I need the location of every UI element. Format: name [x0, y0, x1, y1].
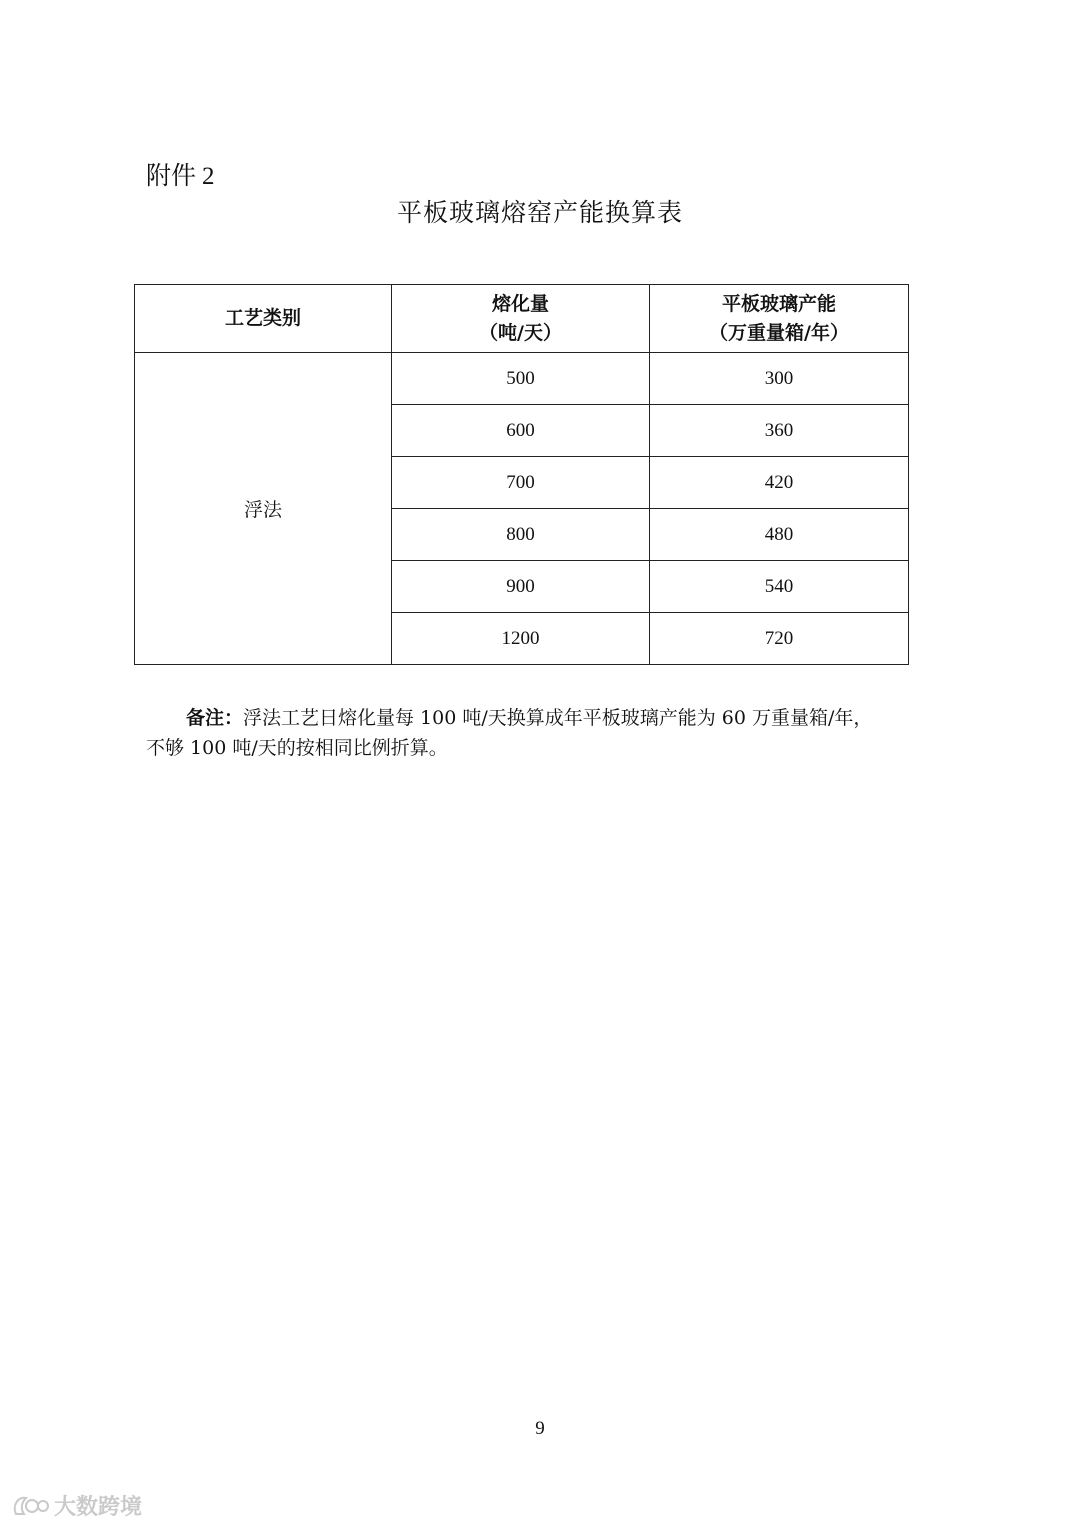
- attachment-text: 附件: [146, 161, 197, 190]
- header-glass-capacity: [650, 285, 909, 353]
- note-line-1: [146, 703, 946, 733]
- capacity-cell: 480: [650, 509, 909, 561]
- melt-cell: 800: [392, 509, 650, 561]
- table-header-row: [135, 285, 909, 353]
- page-number: 9: [535, 1418, 545, 1439]
- capacity-cell: 420: [650, 457, 909, 509]
- header-glass-capacity-unit: （万重量箱/年）: [709, 321, 849, 344]
- watermark-logo-icon: [10, 1492, 50, 1520]
- capacity-cell: 720: [650, 613, 909, 665]
- header-glass-capacity-title: 平板玻璃产能: [721, 292, 836, 315]
- page-title: 平板玻璃熔窑产能换算表: [396, 198, 683, 227]
- capacity-cell: 540: [650, 561, 909, 613]
- process-cell: 浮法: [135, 353, 392, 665]
- header-process-type: [135, 285, 392, 353]
- note-label: 备注：: [186, 707, 244, 729]
- note-text-1: 浮法工艺日熔化量每 100 吨/天换算成年平板玻璃产能为 60 万重量箱/年，: [243, 707, 873, 729]
- header-melt-amount-title: 熔化量: [491, 292, 549, 315]
- header-melt-amount-unit: （吨/天）: [479, 321, 562, 344]
- attachment-label: [146, 156, 215, 192]
- table-row: [135, 353, 909, 405]
- header-melt-amount: [392, 285, 650, 353]
- note-line-2: 不够 100 吨/天的按相同比例折算。: [146, 737, 448, 759]
- watermark: [10, 1490, 142, 1521]
- header-process-type-text: 工艺类别: [224, 307, 301, 329]
- capacity-cell: 300: [650, 353, 909, 405]
- watermark-text: 大数跨境: [54, 1495, 143, 1520]
- attachment-number: 2: [202, 163, 215, 190]
- melt-cell: 500: [392, 353, 650, 405]
- melt-cell: 600: [392, 405, 650, 457]
- capacity-cell: 360: [650, 405, 909, 457]
- melt-cell: 900: [392, 561, 650, 613]
- note-paragraph: [146, 703, 946, 763]
- capacity-conversion-table: [134, 284, 909, 665]
- melt-cell: 1200: [392, 613, 650, 665]
- melt-cell: 700: [392, 457, 650, 509]
